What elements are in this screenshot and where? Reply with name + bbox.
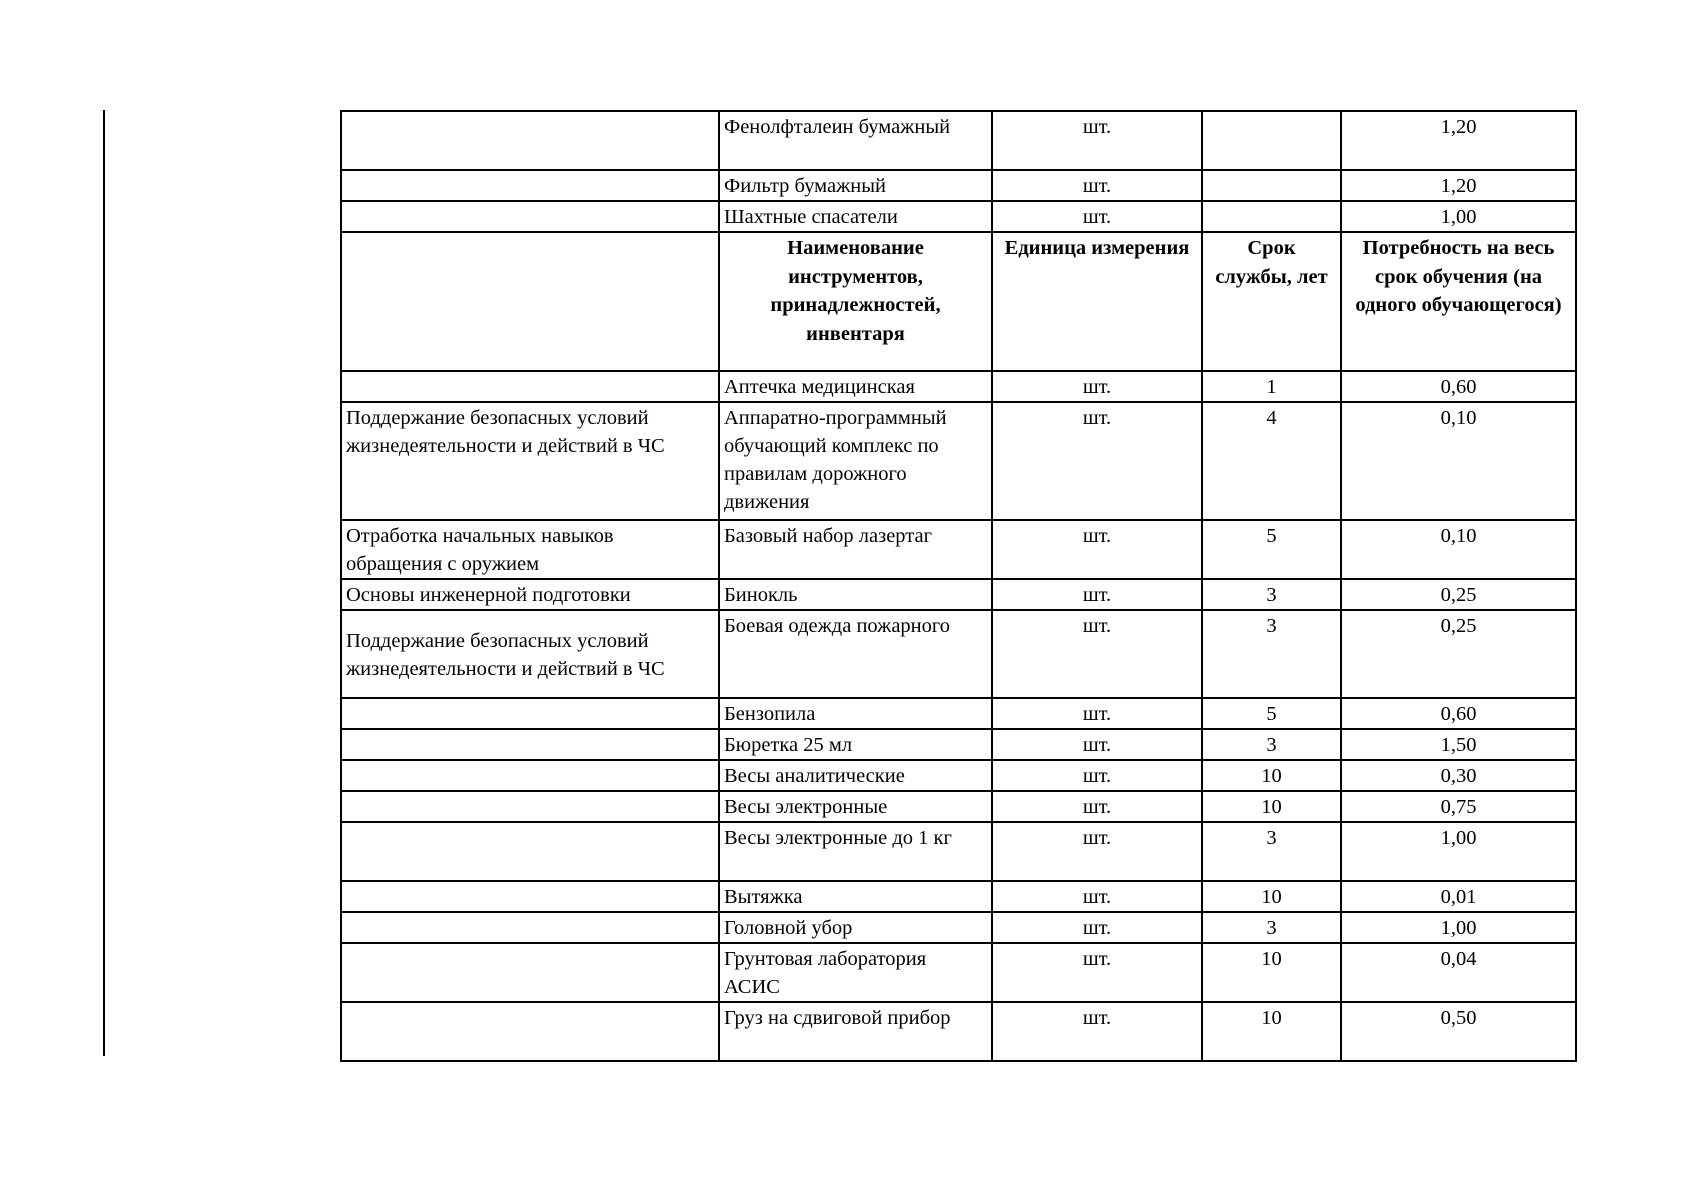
service-life-cell (1202, 170, 1341, 201)
unit-cell: шт. (992, 760, 1202, 791)
item-name-cell: Весы электронные (719, 791, 992, 822)
unit-cell: шт. (992, 402, 1202, 520)
item-name-cell: Вытяжка (719, 881, 992, 912)
service-life-cell: 3 (1202, 912, 1341, 943)
item-name-cell: Головной убор (719, 912, 992, 943)
table-row (341, 943, 1576, 1002)
service-life-cell: 3 (1202, 729, 1341, 760)
table-row (341, 201, 1576, 232)
requirement-cell: 0,25 (1341, 610, 1576, 698)
area-cell (341, 1002, 719, 1061)
item-name-cell: Аптечка медицинская (719, 371, 992, 402)
area-cell (341, 912, 719, 943)
requirement-cell: 1,20 (1341, 170, 1576, 201)
service-life-cell: 10 (1202, 791, 1341, 822)
unit-cell: шт. (992, 822, 1202, 881)
requirement-cell: 1,50 (1341, 729, 1576, 760)
table-row (341, 729, 1576, 760)
area-cell: Основы инженерной подготовки (341, 579, 719, 610)
area-cell (341, 943, 719, 1002)
item-name-cell: Весы электронные до 1 кг (719, 822, 992, 881)
header-item-name: Наименование инструментов, принадлежностей, инвентаря (719, 232, 992, 371)
unit-cell: шт. (992, 791, 1202, 822)
table-row (341, 881, 1576, 912)
service-life-cell: 1 (1202, 371, 1341, 402)
table-row (341, 579, 1576, 610)
equipment-table (340, 110, 1577, 1062)
table-row (341, 822, 1576, 881)
item-name-cell: Шахтные спасатели (719, 201, 992, 232)
service-life-cell: 3 (1202, 822, 1341, 881)
item-name-cell: Бензопила (719, 698, 992, 729)
area-cell: Поддержание безопасных условий жизнедеятельности и действий в ЧС (341, 610, 719, 698)
service-life-cell: 10 (1202, 760, 1341, 791)
area-cell (341, 760, 719, 791)
unit-cell: шт. (992, 111, 1202, 170)
header-area-cell (341, 232, 719, 371)
unit-cell: шт. (992, 881, 1202, 912)
item-name-cell: Грунтовая лаборатория АСИС (719, 943, 992, 1002)
area-cell (341, 371, 719, 402)
requirement-cell: 1,20 (1341, 111, 1576, 170)
item-name-cell: Базовый набор лазертаг (719, 520, 992, 579)
table-row (341, 760, 1576, 791)
item-name-cell: Боевая одежда пожарного (719, 610, 992, 698)
service-life-cell: 10 (1202, 1002, 1341, 1061)
table-row (341, 1002, 1576, 1061)
header-unit: Единица измерения (992, 232, 1202, 371)
area-cell: Поддержание безопасных условий жизнедеятельности и действий в ЧС (341, 402, 719, 520)
requirement-cell: 0,10 (1341, 402, 1576, 520)
requirement-cell: 0,25 (1341, 579, 1576, 610)
service-life-cell: 5 (1202, 520, 1341, 579)
item-name-cell: Бинокль (719, 579, 992, 610)
area-cell (341, 111, 719, 170)
item-name-cell: Груз на сдвиговой прибор (719, 1002, 992, 1061)
item-name-cell: Фенолфталеин бумажный (719, 111, 992, 170)
unit-cell: шт. (992, 201, 1202, 232)
area-cell (341, 791, 719, 822)
service-life-cell: 3 (1202, 579, 1341, 610)
area-cell (341, 881, 719, 912)
requirement-cell: 0,04 (1341, 943, 1576, 1002)
requirement-cell: 0,30 (1341, 760, 1576, 791)
area-cell (341, 201, 719, 232)
area-cell: Отработка начальных навыков обращения с оружием (341, 520, 719, 579)
item-name-cell: Фильтр бумажный (719, 170, 992, 201)
unit-cell: шт. (992, 943, 1202, 1002)
service-life-cell: 4 (1202, 402, 1341, 520)
requirement-cell: 1,00 (1341, 912, 1576, 943)
table-row (341, 371, 1576, 402)
requirement-cell: 0,50 (1341, 1002, 1576, 1061)
unit-cell: шт. (992, 170, 1202, 201)
unit-cell: шт. (992, 729, 1202, 760)
requirement-cell: 0,60 (1341, 371, 1576, 402)
unit-cell: шт. (992, 520, 1202, 579)
service-life-cell (1202, 111, 1341, 170)
header-requirement: Потребность на весь срок обучения (на одного обучающегося) (1341, 232, 1576, 371)
table-row (341, 698, 1576, 729)
item-name-cell: Аппаратно-программный обучающий комплекс по правилам дорожного движения (719, 402, 992, 520)
item-name-cell: Бюретка 25 мл (719, 729, 992, 760)
area-cell (341, 822, 719, 881)
service-life-cell: 10 (1202, 881, 1341, 912)
area-cell (341, 729, 719, 760)
unit-cell: шт. (992, 579, 1202, 610)
table-row (341, 791, 1576, 822)
requirement-cell: 0,75 (1341, 791, 1576, 822)
requirement-cell: 1,00 (1341, 822, 1576, 881)
table-row (341, 111, 1576, 170)
table-row (341, 402, 1576, 520)
area-cell (341, 170, 719, 201)
item-name-cell: Весы аналитические (719, 760, 992, 791)
service-life-cell: 5 (1202, 698, 1341, 729)
table-row (341, 170, 1576, 201)
service-life-cell (1202, 201, 1341, 232)
unit-cell: шт. (992, 698, 1202, 729)
header-service-life: Срок службы, лет (1202, 232, 1341, 371)
service-life-cell: 10 (1202, 943, 1341, 1002)
unit-cell: шт. (992, 610, 1202, 698)
requirement-cell: 0,01 (1341, 881, 1576, 912)
area-cell (341, 698, 719, 729)
service-life-cell: 3 (1202, 610, 1341, 698)
requirement-cell: 0,10 (1341, 520, 1576, 579)
requirement-cell: 1,00 (1341, 201, 1576, 232)
table-header-row (341, 232, 1576, 371)
unit-cell: шт. (992, 371, 1202, 402)
unit-cell: шт. (992, 912, 1202, 943)
table-row (341, 610, 1576, 698)
unit-cell: шт. (992, 1002, 1202, 1061)
table-row (341, 912, 1576, 943)
page-margin-line (103, 110, 105, 1056)
requirement-cell: 0,60 (1341, 698, 1576, 729)
table-row (341, 520, 1576, 579)
